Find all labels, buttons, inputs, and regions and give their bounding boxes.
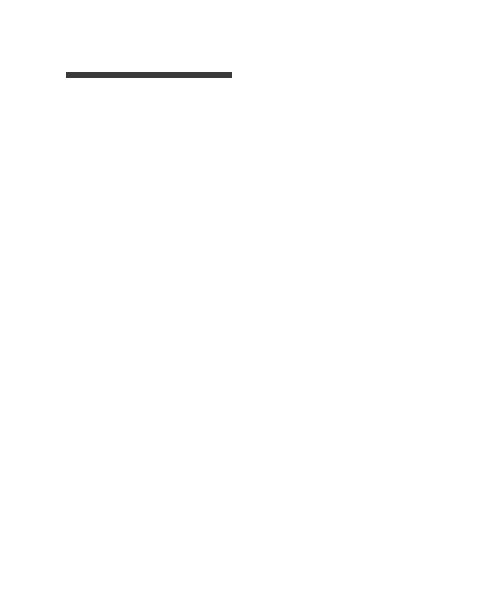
pencil-border-left: [0, 40, 42, 560]
pencil-border-bottom: [0, 560, 500, 602]
url-tooltip: [66, 72, 232, 78]
pencil-border-right: [458, 40, 500, 340]
backpack-illustration: [372, 382, 480, 500]
pencil-border-top: [0, 0, 500, 50]
document-header: [68, 58, 476, 66]
